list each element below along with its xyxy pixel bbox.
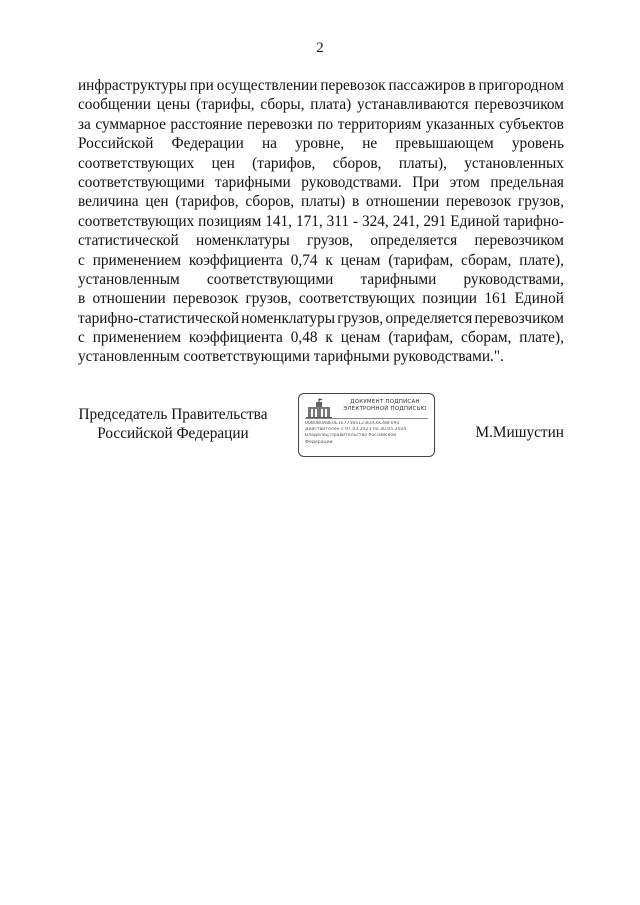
text-word: коэффициента [188, 251, 283, 269]
text-word: установленных [464, 154, 564, 172]
text-word: указанных [425, 115, 495, 133]
text-word: соответствующими [78, 173, 205, 191]
text-line [78, 95, 564, 114]
text-word: 0,48 [290, 329, 318, 347]
text-word: соответствующих [78, 154, 195, 172]
text-word: не [362, 135, 378, 153]
stamp-title [339, 399, 431, 413]
text-word: тарифно-статистической [78, 309, 240, 327]
electronic-signature-stamp [298, 393, 435, 457]
text-word: за [78, 115, 91, 133]
text-word: территориям [337, 115, 422, 133]
text-word: руководствами. [301, 173, 402, 191]
signatory-name: М.Мишустин [475, 424, 564, 441]
text-word: 0,74 [290, 251, 318, 269]
text-word: отношении [92, 290, 166, 308]
text-word: уровне, [295, 135, 345, 153]
stamp-title-line1: ДОКУМЕНТ ПОДПИСАН [350, 399, 420, 405]
text-word: пассажиров [388, 77, 466, 94]
signatory-position-line2: Российской Федерации [97, 425, 249, 443]
text-line [78, 347, 564, 366]
text-word: Единой [514, 290, 564, 308]
text-line [78, 154, 564, 173]
text-word: цен [145, 193, 169, 211]
text-word: При [412, 173, 440, 191]
text-word: соответствующими [206, 270, 334, 288]
text-word: плата) [310, 96, 352, 114]
text-word: грузов, [517, 193, 564, 211]
text-word: 171, [295, 212, 323, 230]
text-word: тарифными [360, 270, 437, 288]
stamp-details [305, 421, 430, 446]
text-word: на [261, 135, 277, 153]
text-word: инфраструктуры [78, 77, 187, 94]
text-word: 291 [423, 212, 447, 230]
text-word: определяется [370, 232, 458, 250]
text-word: пригородном [478, 77, 564, 94]
text-word: расстояние [170, 115, 243, 133]
text-word: позиции [422, 290, 477, 308]
text-line [78, 251, 564, 270]
text-word: уровень [511, 135, 564, 153]
text-word: соответствующих [78, 212, 195, 230]
text-word: субъектов [499, 115, 564, 133]
text-word: суммарное [95, 115, 166, 133]
text-word: сборов, [245, 193, 295, 211]
text-word: 141, [265, 212, 293, 230]
text-word: к [325, 329, 333, 347]
text-word: коэффициента [188, 329, 283, 347]
text-word: плате), [519, 251, 564, 269]
text-word: грузов, [245, 290, 292, 308]
text-word: устанавливаются [357, 96, 469, 114]
text-line [78, 76, 564, 95]
text-word: цены [156, 96, 191, 114]
stamp-divider [305, 418, 428, 419]
text-word: Российской [78, 135, 154, 153]
text-word: превышающем [395, 135, 494, 153]
text-word: сборам, [461, 251, 512, 269]
text-word: в [468, 77, 476, 94]
text-word: определяется [385, 309, 473, 327]
text-word: перевозчиком [474, 309, 564, 327]
text-word: (тарифам, [388, 329, 454, 347]
text-word: к [325, 251, 333, 269]
text-word: плате), [519, 329, 564, 347]
text-word: отношении [366, 193, 440, 211]
text-word: предельная [490, 173, 564, 191]
text-word: платы), [398, 154, 447, 172]
stamp-owner-line1: Владелец Правительство Российской [305, 433, 397, 439]
text-word: перевозок [172, 290, 239, 308]
page-number: 2 [316, 40, 324, 56]
text-word: перевозчиком [474, 232, 564, 250]
body-paragraph [78, 76, 564, 367]
text-line [78, 212, 564, 231]
signatory-position-line1: Председатель Правительства [78, 406, 268, 423]
text-word: Единой [450, 212, 500, 230]
text-word: установленным [78, 270, 180, 288]
text-word: платы) [300, 193, 346, 211]
text-word: сообщении [78, 96, 151, 114]
text-word: ценам [340, 251, 381, 269]
text-word: тарифно- [503, 212, 564, 230]
text-word: перевозок [445, 193, 512, 211]
text-word: по [317, 115, 334, 133]
text-word: в [352, 193, 360, 211]
text-word: руководствами, [463, 270, 564, 288]
stamp-validity: Действителен с 07.03.2023 по 30.05.2024 [305, 427, 407, 433]
text-word: перевозчиком [474, 96, 564, 114]
text-word: статистической [78, 232, 179, 250]
text-word: номенклатуры [196, 232, 290, 250]
text-word: ценам [340, 329, 381, 347]
text-word: 324, [361, 212, 389, 230]
text-word: 241, [392, 212, 420, 230]
stamp-certificate: 00B0B0A8E0E1E77565123E0C6C48F091 [305, 421, 400, 426]
stamp-title-line2: ЭЛЕКТРОННОЙ ПОДПИСЬЮ [343, 406, 427, 412]
text-word: соответствующих [298, 290, 416, 308]
text-word: этом [449, 173, 480, 191]
text-word: сборы, [260, 96, 305, 114]
text-line [78, 115, 564, 134]
text-word: (тарифов, [252, 154, 316, 172]
text-word: сборам, [461, 329, 512, 347]
text-word: применением [92, 251, 182, 269]
text-word: - [352, 212, 359, 230]
text-line [78, 192, 564, 211]
text-line [78, 270, 564, 289]
text-line [78, 173, 564, 192]
text-word: цен [211, 154, 235, 172]
text-word: (тарифов, [175, 193, 239, 211]
text-word: грузов, [337, 309, 384, 327]
text-word: сборов, [332, 154, 382, 172]
text-word: применением [92, 329, 182, 347]
text-word: в [78, 290, 86, 308]
text-word: 311 [326, 212, 350, 230]
text-word: величина [78, 193, 139, 211]
government-building-icon [305, 398, 333, 420]
text-word: (тарифам, [388, 251, 454, 269]
text-line [78, 289, 564, 308]
text-word: позициям [198, 212, 262, 230]
text-word: при [189, 77, 214, 94]
text-word: с [78, 251, 85, 269]
text-line [78, 231, 564, 250]
text-word: 161 [484, 290, 508, 308]
signatory-position [78, 405, 268, 444]
text-word: грузов, [307, 232, 354, 250]
text-word: (тарифы, [195, 96, 255, 114]
stamp-owner-line2: Федерации [305, 439, 333, 445]
text-word: установленным соответствующими тарифными руководствами.". [78, 348, 504, 366]
text-word: перевозок [320, 77, 386, 94]
text-word: номенклатуры [241, 309, 335, 327]
text-word: Федерации [171, 135, 244, 153]
text-word: тарифными [214, 173, 291, 191]
text-line [78, 328, 564, 347]
text-word: с [78, 329, 85, 347]
text-word: перевозки [247, 115, 313, 133]
text-line [78, 134, 564, 153]
text-word: осуществлении [216, 77, 318, 94]
text-line [78, 309, 564, 328]
